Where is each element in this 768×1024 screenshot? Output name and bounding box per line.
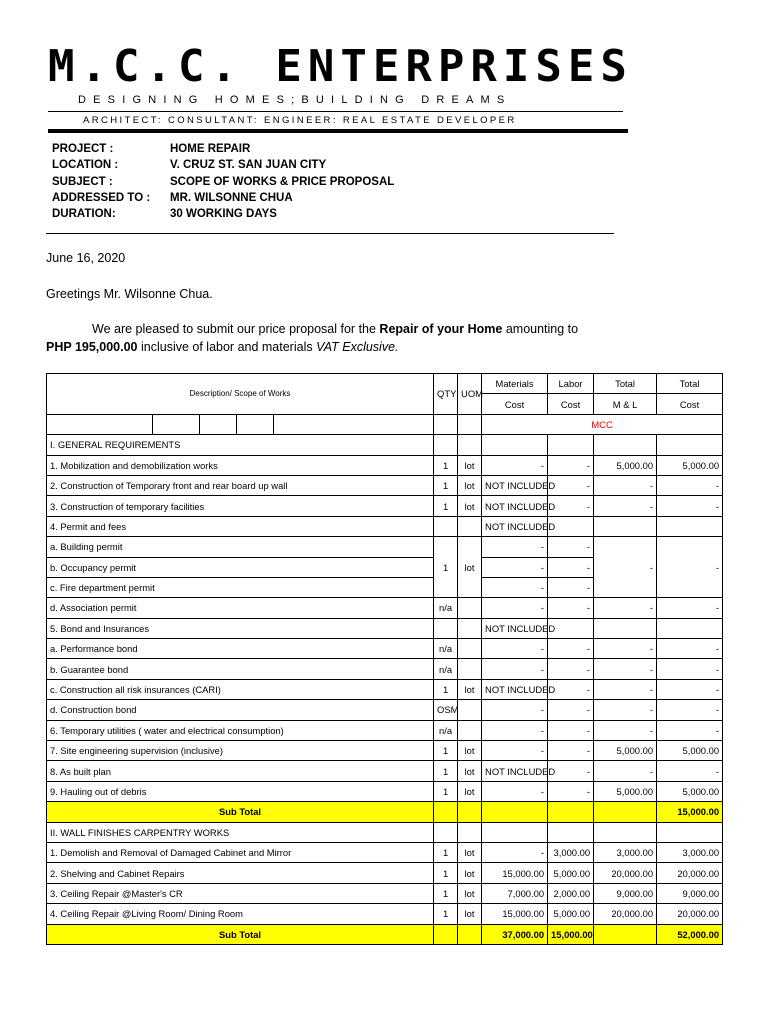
- item-tc: -: [657, 659, 723, 679]
- item-uom: lot: [458, 781, 482, 801]
- item-lab: -: [548, 557, 594, 577]
- table-row: [47, 537, 723, 557]
- item-mat: NOT INCLUDED: [482, 496, 548, 516]
- item-mat: NOT INCLUDED: [482, 679, 548, 699]
- item-tml: 20,000.00: [594, 863, 657, 883]
- item-tc: 5,000.00: [657, 781, 723, 801]
- table-row: [47, 618, 723, 638]
- table-row: [47, 659, 723, 679]
- addressed-label: ADDRESSED TO :: [52, 191, 151, 204]
- item-mat: -: [482, 455, 548, 475]
- item-lab: -: [548, 639, 594, 659]
- item-lab: -: [548, 761, 594, 781]
- item-tml: 3,000.00: [594, 842, 657, 862]
- bond-not-included: NOT INCLUDED: [482, 618, 548, 638]
- item-tml: 9,000.00: [594, 883, 657, 903]
- subject-row: [52, 174, 394, 190]
- logo-divider: [48, 111, 623, 112]
- item-qty: OSM: [434, 700, 458, 720]
- subtotal-label: Sub Total: [47, 802, 434, 822]
- item-mat: 15,000.00: [482, 863, 548, 883]
- company-name: M.C.C. ENTERPRISES: [48, 41, 633, 92]
- letter-greeting: Greetings Mr. Wilsonne Chua.: [46, 287, 213, 301]
- item-desc: 6. Temporary utilities ( water and electrical consumption): [47, 720, 434, 740]
- item-lab: -: [548, 577, 594, 597]
- body-text: We are pleased to submit our price proposal for the: [92, 322, 380, 336]
- table-row: [47, 700, 723, 720]
- item-tc: -: [657, 496, 723, 516]
- item-tc: 5,000.00: [657, 741, 723, 761]
- item-lab: -: [548, 679, 594, 699]
- section-title: II. WALL FINISHES CARPENTRY WORKS: [47, 822, 434, 842]
- permit-tml: -: [594, 537, 657, 598]
- item-uom: lot: [458, 842, 482, 862]
- item-lab: -: [548, 475, 594, 495]
- item-qty: 1: [434, 455, 458, 475]
- item-desc: 7. Site engineering supervision (inclusive): [47, 741, 434, 761]
- location-row: [52, 157, 394, 173]
- item-qty: 1: [434, 904, 458, 924]
- table-row: [47, 883, 723, 903]
- item-desc: 4. Ceiling Repair @Living Room/ Dining Room: [47, 904, 434, 924]
- addressed-row: [52, 190, 394, 206]
- item-tc: -: [657, 761, 723, 781]
- table-row: [47, 496, 723, 516]
- body-text: amounting to: [502, 322, 579, 336]
- item-tml: 5,000.00: [594, 455, 657, 475]
- item-desc: b. Guarantee bond: [47, 659, 434, 679]
- item-tml: -: [594, 475, 657, 495]
- item-desc: 4. Permit and fees: [47, 516, 434, 536]
- item-tml: -: [594, 679, 657, 699]
- total-cost-header: Total: [657, 374, 723, 394]
- permit-not-included: NOT INCLUDED: [482, 516, 548, 536]
- duration-label: DURATION:: [52, 208, 116, 221]
- item-mat: -: [482, 537, 548, 557]
- item-desc: 1. Mobilization and demobilization works: [47, 455, 434, 475]
- item-tc: 20,000.00: [657, 904, 723, 924]
- item-tml: -: [594, 720, 657, 740]
- item-lab: 5,000.00: [548, 904, 594, 924]
- permit-tc: -: [657, 537, 723, 598]
- item-uom: lot: [458, 863, 482, 883]
- item-tml: -: [594, 639, 657, 659]
- item-tml: -: [594, 700, 657, 720]
- item-desc: 3. Construction of temporary facilities: [47, 496, 434, 516]
- item-tc: -: [657, 720, 723, 740]
- project-row: [52, 141, 394, 157]
- item-tml: -: [594, 659, 657, 679]
- item-mat: -: [482, 842, 548, 862]
- description-header: Description/ Scope of Works: [47, 374, 434, 415]
- materials-header: Materials: [482, 374, 548, 394]
- table-row: [47, 741, 723, 761]
- location-value: V. CRUZ ST. SAN JUAN CITY: [170, 159, 327, 172]
- item-tml: -: [594, 761, 657, 781]
- scope-of-works-table: [46, 373, 723, 945]
- item-mat: -: [482, 700, 548, 720]
- item-desc: 2. Shelving and Cabinet Repairs: [47, 863, 434, 883]
- table-row: [47, 679, 723, 699]
- item-qty: 1: [434, 883, 458, 903]
- item-qty: 1: [434, 863, 458, 883]
- item-mat: NOT INCLUDED: [482, 475, 548, 495]
- item-desc: b. Occupancy permit: [47, 557, 434, 577]
- header-row: [47, 374, 723, 394]
- item-tml: 5,000.00: [594, 741, 657, 761]
- total-cost-header-2: Cost: [657, 394, 723, 414]
- item-mat: -: [482, 639, 548, 659]
- item-tc: -: [657, 700, 723, 720]
- duration-row: [52, 206, 394, 222]
- total-ml-header: Total: [594, 374, 657, 394]
- subtotal-row: [47, 924, 723, 944]
- item-mat: NOT INCLUDED: [482, 761, 548, 781]
- item-tc: -: [657, 639, 723, 659]
- table-row: [47, 475, 723, 495]
- letter-body: [46, 320, 578, 356]
- item-desc: 5. Bond and Insurances: [47, 618, 434, 638]
- item-lab: -: [548, 598, 594, 618]
- item-qty: n/a: [434, 720, 458, 740]
- item-uom: [458, 659, 482, 679]
- item-mat: -: [482, 741, 548, 761]
- item-desc: d. Association permit: [47, 598, 434, 618]
- item-desc: 1. Demolish and Removal of Damaged Cabinet and Mirror: [47, 842, 434, 862]
- item-tc: -: [657, 598, 723, 618]
- item-qty: n/a: [434, 659, 458, 679]
- item-lab: 5,000.00: [548, 863, 594, 883]
- item-lab: -: [548, 720, 594, 740]
- labor-header: Labor: [548, 374, 594, 394]
- company-subtitle: ARCHITECT: CONSULTANT: ENGINEER: REAL ESTATE DEVELOPER: [83, 115, 517, 126]
- item-uom: lot: [458, 679, 482, 699]
- addressed-value: MR. WILSONNE CHUA: [170, 191, 293, 204]
- item-uom: [458, 720, 482, 740]
- company-logo: [48, 41, 633, 133]
- item-desc: 8. As built plan: [47, 761, 434, 781]
- duration-value: 30 WORKING DAYS: [170, 208, 277, 221]
- item-tc: -: [657, 475, 723, 495]
- item-qty: 1: [434, 679, 458, 699]
- section-row: [47, 822, 723, 842]
- item-tml: 20,000.00: [594, 904, 657, 924]
- table-row: [47, 720, 723, 740]
- item-mat: -: [482, 720, 548, 740]
- item-lab: -: [548, 700, 594, 720]
- materials-header-2: Cost: [482, 394, 548, 414]
- table-row: [47, 455, 723, 475]
- location-label: LOCATION :: [52, 159, 119, 172]
- item-uom: lot: [458, 883, 482, 903]
- mcc-label: MCC: [482, 414, 723, 434]
- subtotal-labor: 15,000.00: [548, 924, 594, 944]
- vat-note: VAT Exclusive.: [316, 340, 399, 354]
- item-lab: 2,000.00: [548, 883, 594, 903]
- subtotal-row: [47, 802, 723, 822]
- proposal-amount: PHP 195,000.00: [46, 340, 138, 354]
- company-tagline: DESIGNING HOMES;BUILDING DREAMS: [78, 94, 512, 106]
- item-desc: c. Construction all risk insurances (CARI): [47, 679, 434, 699]
- uom-header: UOM: [458, 374, 482, 415]
- item-tc: -: [657, 679, 723, 699]
- item-desc: 2. Construction of Temporary front and rear board up wall: [47, 475, 434, 495]
- project-value: HOME REPAIR: [170, 143, 251, 155]
- table-row: [47, 781, 723, 801]
- item-mat: 15,000.00: [482, 904, 548, 924]
- table-row: [47, 904, 723, 924]
- item-mat: -: [482, 781, 548, 801]
- item-lab: -: [548, 741, 594, 761]
- item-mat: -: [482, 557, 548, 577]
- subject-value: SCOPE OF WORKS & PRICE PROPOSAL: [170, 175, 395, 188]
- item-mat: -: [482, 598, 548, 618]
- item-qty: 1: [434, 761, 458, 781]
- item-tml: 5,000.00: [594, 781, 657, 801]
- item-desc: 3. Ceiling Repair @Master's CR: [47, 883, 434, 903]
- item-uom: lot: [458, 741, 482, 761]
- item-mat: -: [482, 577, 548, 597]
- item-qty: n/a: [434, 639, 458, 659]
- item-qty: 1: [434, 842, 458, 862]
- table-row: [47, 842, 723, 862]
- item-lab: -: [548, 496, 594, 516]
- item-mat: 7,000.00: [482, 883, 548, 903]
- item-lab: 3,000.00: [548, 842, 594, 862]
- item-uom: lot: [458, 761, 482, 781]
- item-tc: 3,000.00: [657, 842, 723, 862]
- item-lab: -: [548, 781, 594, 801]
- table-row: [47, 516, 723, 536]
- item-mat: -: [482, 659, 548, 679]
- table-row: [47, 598, 723, 618]
- subtotal-total-cost: 52,000.00: [657, 924, 723, 944]
- item-desc: a. Building permit: [47, 537, 434, 557]
- item-uom: [458, 639, 482, 659]
- item-qty: n/a: [434, 598, 458, 618]
- section-row: [47, 435, 723, 455]
- item-qty: 1: [434, 475, 458, 495]
- item-desc: c. Fire department permit: [47, 577, 434, 597]
- permit-qty: 1: [434, 537, 458, 598]
- project-label: PROJECT :: [52, 143, 114, 155]
- item-desc: a. Performance bond: [47, 639, 434, 659]
- item-tc: 5,000.00: [657, 455, 723, 475]
- item-desc: 9. Hauling out of debris: [47, 781, 434, 801]
- item-tc: 9,000.00: [657, 883, 723, 903]
- item-uom: lot: [458, 904, 482, 924]
- letter-date: June 16, 2020: [46, 251, 126, 265]
- subtotal-materials: 37,000.00: [482, 924, 548, 944]
- header-divider: [46, 233, 614, 234]
- table-row: [47, 863, 723, 883]
- item-tml: -: [594, 598, 657, 618]
- permit-uom: lot: [458, 537, 482, 598]
- item-uom: lot: [458, 455, 482, 475]
- project-info: [52, 141, 394, 222]
- body-text: inclusive of labor and materials: [137, 340, 317, 354]
- table-row: [47, 639, 723, 659]
- section-title: I. GENERAL REQUIREMENTS: [47, 435, 434, 455]
- qty-header: QTY: [434, 374, 458, 415]
- item-desc: d. Construction bond: [47, 700, 434, 720]
- item-tml: -: [594, 496, 657, 516]
- item-qty: 1: [434, 781, 458, 801]
- labor-header-2: Cost: [548, 394, 594, 414]
- item-lab: -: [548, 659, 594, 679]
- subtotal-label: Sub Total: [47, 924, 434, 944]
- total-ml-header-2: M & L: [594, 394, 657, 414]
- table-row: [47, 761, 723, 781]
- item-qty: 1: [434, 496, 458, 516]
- subtotal-total-cost: 15,000.00: [657, 802, 723, 822]
- item-uom: lot: [458, 496, 482, 516]
- subject-label: SUBJECT :: [52, 175, 113, 188]
- item-lab: -: [548, 455, 594, 475]
- table-row: [47, 414, 723, 434]
- item-uom: lot: [458, 475, 482, 495]
- logo-bar: [48, 129, 628, 133]
- body-bold-text: Repair of your Home: [379, 322, 503, 336]
- item-tc: 20,000.00: [657, 863, 723, 883]
- item-uom: [458, 700, 482, 720]
- item-lab: -: [548, 537, 594, 557]
- item-qty: 1: [434, 741, 458, 761]
